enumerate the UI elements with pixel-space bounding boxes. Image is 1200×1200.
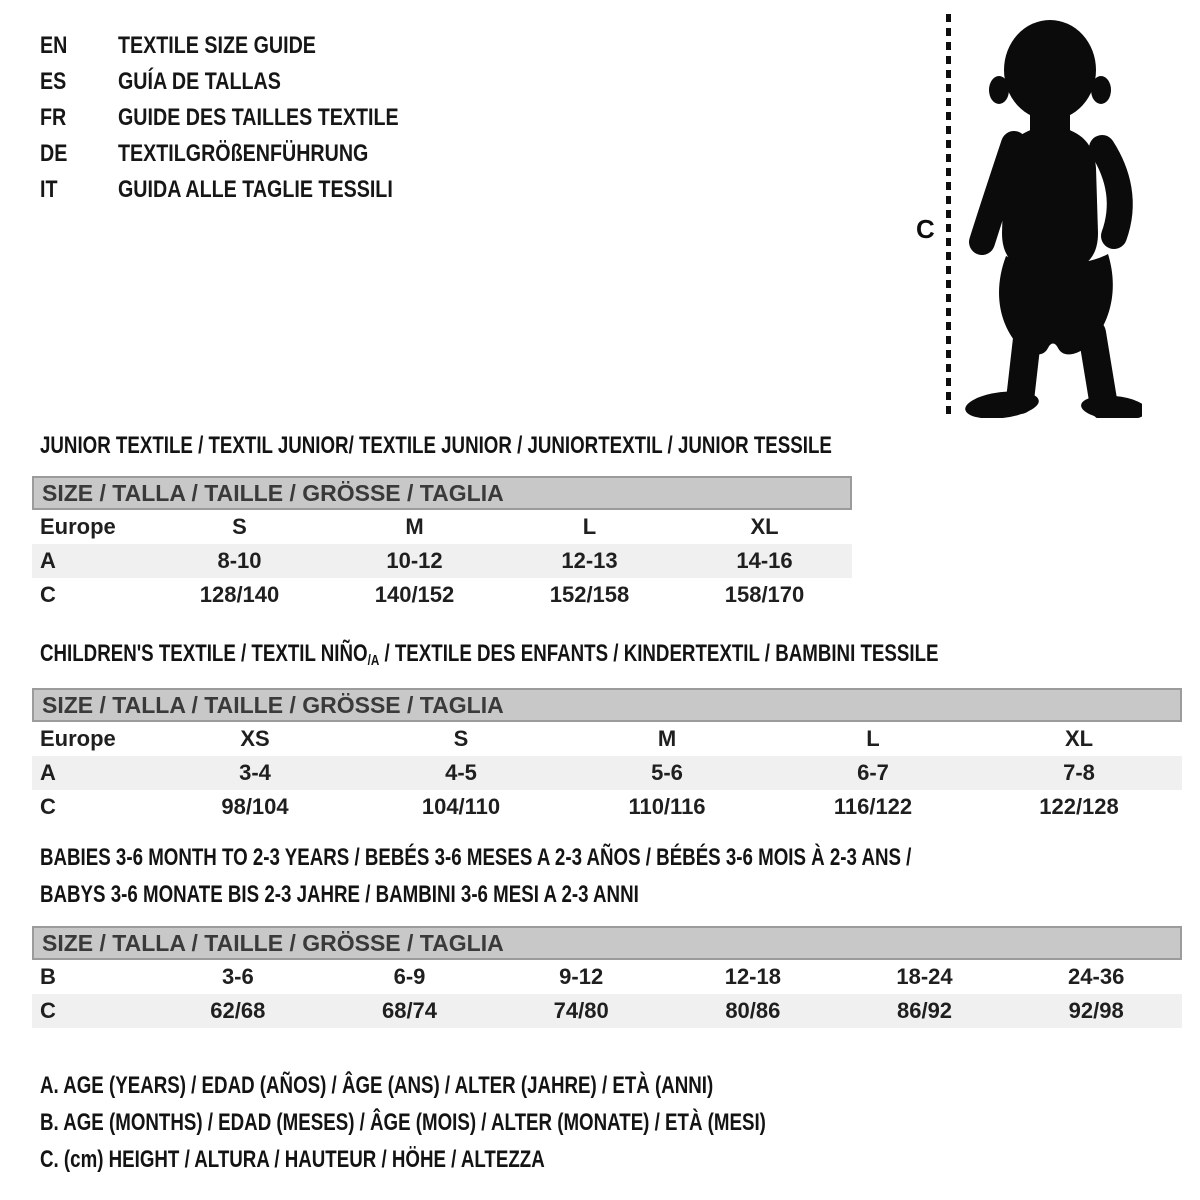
size-cell: S — [453, 726, 469, 751]
legend-notes — [40, 1072, 971, 1183]
toddler-silhouette-image — [962, 18, 1142, 418]
height-cell: 104/110 — [421, 794, 501, 819]
age-cell: 4-5 — [445, 760, 477, 785]
height-cell: 158/170 — [724, 582, 805, 607]
height-measure-dashed-line — [946, 14, 951, 418]
lang-title-fr: GUIDE DES TAILLES TEXTILE — [118, 104, 399, 131]
lang-row-fr — [40, 100, 460, 136]
row-label: C — [40, 998, 56, 1023]
height-cell: 140/152 — [374, 582, 455, 607]
age-cell: 6-7 — [857, 760, 889, 785]
note-a: A. AGE (YEARS) / EDAD (AÑOS) / ÂGE (ANS) / ALTER (JAHRE) / ETÀ (ANNI) — [40, 1072, 714, 1099]
lang-title-en: TEXTILE SIZE GUIDE — [118, 32, 316, 59]
lang-title-es: GUÍA DE TALLAS — [118, 68, 281, 95]
table-row — [32, 790, 1182, 824]
height-cell: 116/122 — [833, 794, 913, 819]
children-size-header-label: SIZE / TALLA / TAILLE / GRÖSSE / TAGLIA — [42, 691, 504, 718]
size-cell: XS — [240, 726, 270, 751]
row-label: C — [40, 582, 56, 607]
language-title-list — [40, 28, 460, 208]
babies-size-table — [32, 926, 1182, 1028]
measure-label-c: C — [916, 214, 935, 244]
lang-row-de — [40, 136, 460, 172]
babies-section-heading-line2: BABYS 3-6 MONATE BIS 2-3 JAHRE / BAMBINI 3-6 MESI A 2-3 ANNI — [40, 881, 639, 908]
age-cell: 6-9 — [393, 964, 426, 989]
babies-size-header-bar — [32, 926, 1182, 960]
row-label: A — [40, 760, 56, 785]
age-cell: 12-18 — [724, 964, 781, 989]
height-cell: 80/86 — [725, 998, 781, 1023]
heading-subscript: /A — [367, 652, 380, 669]
row-label: C — [40, 794, 56, 819]
children-size-table — [32, 688, 1182, 824]
babies-section-heading-line1: BABIES 3-6 MONTH TO 2-3 YEARS / BEBÉS 3-6 MESES A 2-3 AÑOS / BÉBÉS 3-6 MOIS À 2-3 ANS / — [40, 844, 912, 871]
lang-row-it — [40, 172, 460, 208]
age-cell: 14-16 — [736, 548, 793, 573]
table-row — [32, 722, 1182, 756]
lang-title-it: GUIDA ALLE TAGLIE TESSILI — [118, 176, 393, 203]
size-cell: L — [582, 514, 597, 539]
babies-size-header-label: SIZE / TALLA / TAILLE / GRÖSSE / TAGLIA — [42, 929, 504, 956]
age-cell: 7-8 — [1063, 760, 1095, 785]
age-cell: 5-6 — [651, 760, 683, 785]
children-section-heading: CHILDREN'S TEXTILE / TEXTIL $NIÑO_{/A}$ / TEXTILE DES ENFANTS / KINDERTEXTIL / BAMBINI TESSILE — [40, 640, 939, 669]
note-b: B. AGE (MONTHS) / EDAD (MESES) / ÂGE (MOIS) / ALTER (MONATE) / ETÀ (MESI) — [40, 1109, 766, 1136]
height-cell: 74/80 — [553, 998, 609, 1023]
age-cell: 9-12 — [559, 964, 604, 989]
lang-row-es — [40, 64, 460, 100]
table-row — [32, 544, 852, 578]
size-cell: L — [866, 726, 880, 751]
lang-code-en: EN — [40, 32, 68, 59]
size-cell: S — [232, 514, 247, 539]
size-cell: XL — [1064, 726, 1094, 751]
table-row — [32, 994, 1182, 1028]
lang-code-it: IT — [40, 176, 58, 203]
height-cell: 122/128 — [1039, 794, 1119, 819]
age-cell: 3-6 — [221, 964, 254, 989]
table-row — [32, 510, 852, 544]
age-cell: 3-4 — [239, 760, 271, 785]
lang-title-de: TEXTILGRÖßENFÜHRUNG — [118, 140, 369, 167]
row-label: A — [40, 548, 56, 573]
row-label: Europe — [40, 726, 116, 751]
height-cell: 92/98 — [1068, 998, 1124, 1023]
row-label: B — [40, 964, 56, 989]
height-cell: 86/92 — [896, 998, 953, 1023]
table-row — [32, 578, 852, 612]
junior-section-heading: JUNIOR TEXTILE / TEXTIL JUNIOR/ TEXTILE JUNIOR / JUNIORTEXTIL / JUNIOR TESSILE — [40, 432, 832, 459]
row-label: Europe — [40, 514, 116, 539]
children-size-header-bar — [32, 688, 1182, 722]
age-cell: 12-13 — [561, 548, 618, 573]
size-cell: XL — [750, 514, 779, 539]
lang-row-en — [40, 28, 460, 64]
size-cell: M — [405, 514, 424, 539]
age-cell: 8-10 — [217, 548, 262, 573]
height-cell: 152/158 — [549, 582, 630, 607]
height-cell: 110/116 — [628, 794, 706, 819]
height-cell: 98/104 — [221, 794, 289, 819]
lang-code-es: ES — [40, 68, 67, 95]
height-cell: 62/68 — [210, 998, 266, 1023]
size-cell: M — [657, 726, 677, 751]
age-cell: 18-24 — [896, 964, 953, 989]
junior-size-header-label: SIZE / TALLA / TAILLE / GRÖSSE / TAGLIA — [42, 479, 504, 506]
junior-size-table — [32, 476, 852, 612]
table-row — [32, 960, 1182, 994]
table-row — [32, 756, 1182, 790]
note-c: C. (cm) HEIGHT / ALTURA / HAUTEUR / HÖHE / ALTEZZA — [40, 1146, 545, 1173]
lang-code-fr: FR — [40, 104, 67, 131]
height-cell: 128/140 — [199, 582, 280, 607]
lang-code-de: DE — [40, 140, 68, 167]
age-cell: 24-36 — [1068, 964, 1125, 989]
age-cell: 10-12 — [386, 548, 443, 573]
height-cell: 68/74 — [381, 998, 438, 1023]
junior-size-header-bar — [32, 476, 852, 510]
